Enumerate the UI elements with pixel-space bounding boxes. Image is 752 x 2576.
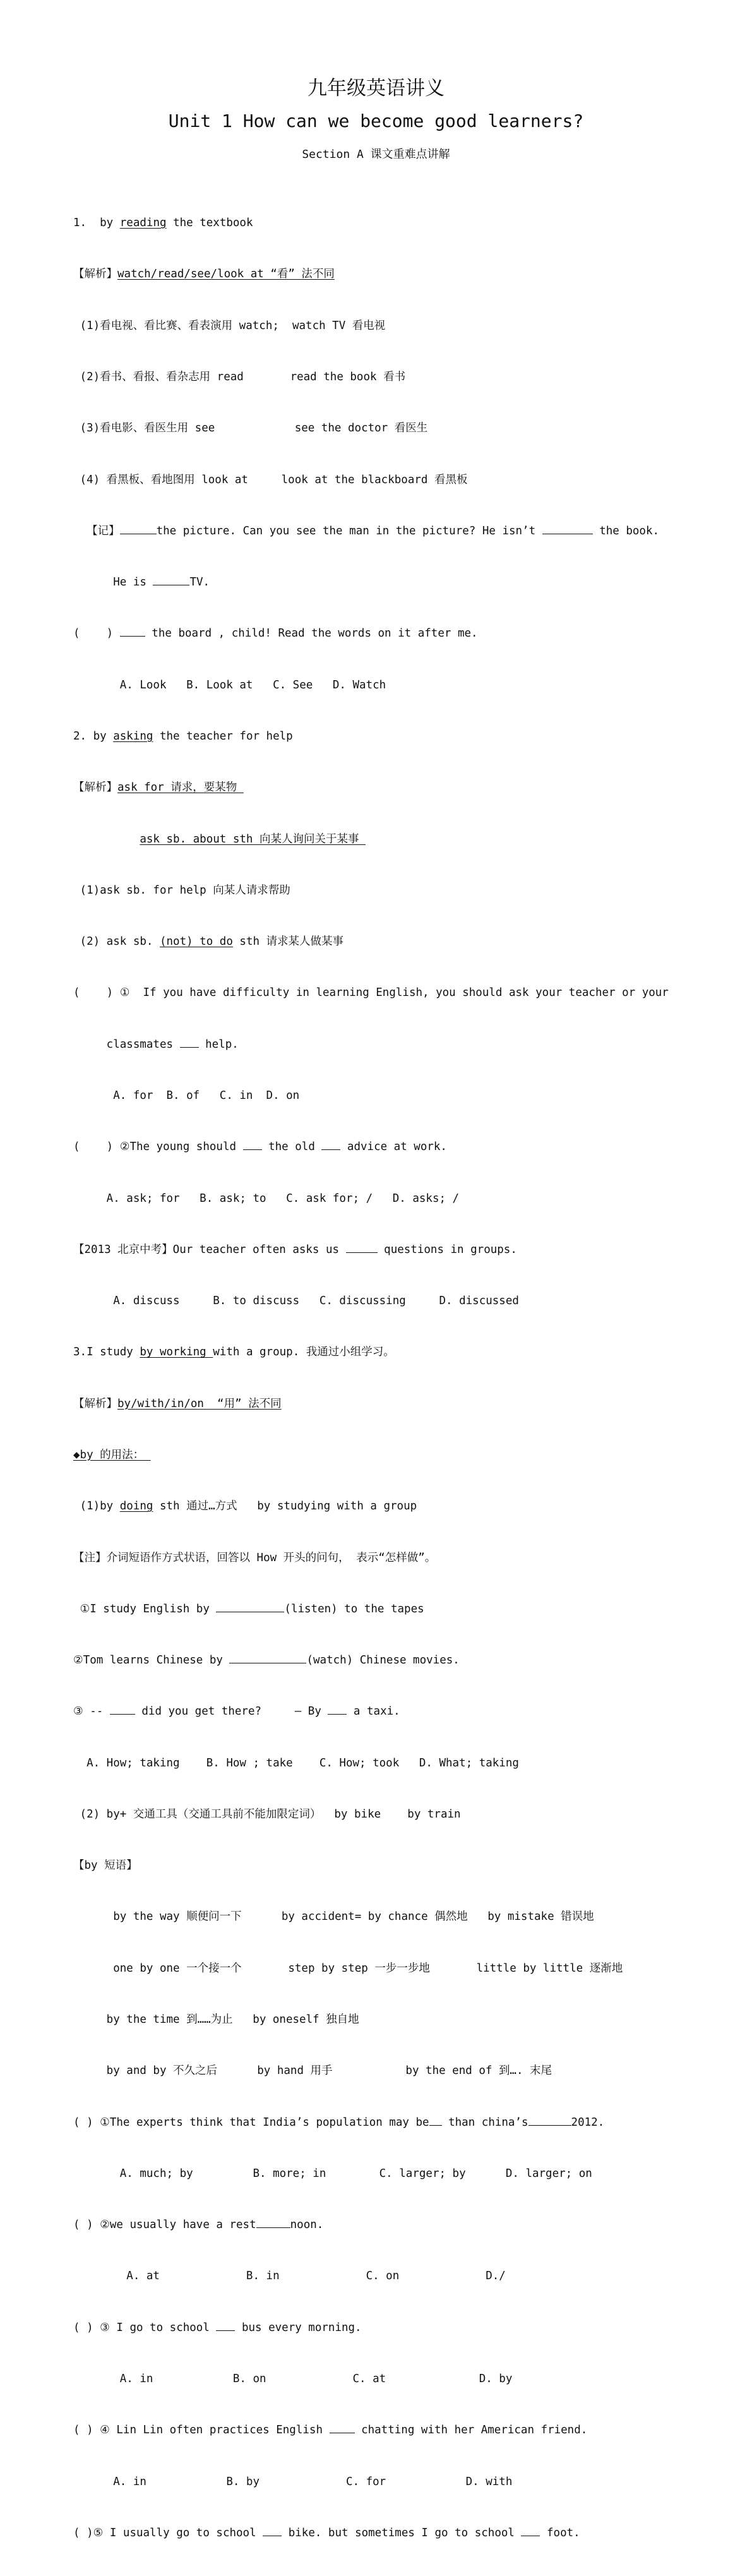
answer-blank[interactable] — [120, 533, 157, 534]
item-1-heading: 1. by reading the textbook — [73, 217, 253, 230]
analysis-heading: 【解析】watch/read/see/look at “看” 法不同 — [73, 268, 335, 281]
answer-blank[interactable] — [153, 584, 189, 585]
phrase-line: one by one 一个接一个 step by step 一步一步地 little by little 逐渐地 — [73, 1962, 623, 1975]
item-3-heading: 3.I study by working with a group. 我通过小组学习。 — [73, 1346, 395, 1359]
question-line: ②Tom learns Chinese by (watch) Chinese movies. — [73, 1654, 460, 1667]
answer-blank[interactable] — [120, 635, 145, 637]
answer-blank[interactable] — [229, 1662, 306, 1663]
answer-blank[interactable] — [328, 1713, 347, 1715]
note-line: 【注】介词短语作方式状语，回答以 How 开头的问句， 表示“怎样做”。 — [73, 1551, 436, 1564]
answer-blank[interactable] — [110, 1713, 135, 1715]
question-line: ( ) ①The experts think that India’s population may be than china’s 2012. — [73, 2116, 605, 2129]
answer-blank[interactable] — [216, 1611, 284, 1612]
item-2-heading: 2. by asking the teacher for help — [73, 730, 293, 743]
options-line: A. discuss B. to discuss C. discussing D. discussed — [73, 1295, 519, 1308]
document-title: 九年级英语讲义 — [307, 77, 445, 100]
answer-blank[interactable] — [243, 1149, 262, 1150]
text-line: (2) by+ 交通工具（交通工具前不能加限定词） by bike by train — [73, 1807, 461, 1821]
text-line: (1)ask sb. for help 向某人请求帮助 — [73, 884, 290, 897]
memo-line: 【记】 the picture. Can you see the man in the picture? He isn’t the book. — [73, 524, 660, 537]
answer-blank[interactable] — [542, 533, 593, 534]
answer-blank[interactable] — [330, 2432, 355, 2433]
options-line: A. How; taking B. How ; take C. How; took D. What; taking — [73, 1756, 519, 1770]
phrases-heading: 【by 短语】 — [73, 1859, 138, 1872]
phrase-line: by the time 到……为止 by oneself 独自地 — [73, 2013, 359, 2027]
question-line: ( ) ③ I go to school bus every morning. — [73, 2321, 362, 2334]
answer-blank[interactable] — [263, 2535, 282, 2536]
question-line: ( ) ②The young should the old advice at work. — [73, 1141, 447, 1154]
section-title: Section A 课文重难点讲解 — [302, 148, 450, 161]
answer-blank[interactable] — [180, 1046, 199, 1048]
unit-title: Unit 1 How can we become good learners? — [168, 111, 584, 131]
question-line: ①I study English by (listen) to the tapes — [73, 1602, 424, 1615]
answer-blank[interactable] — [321, 1149, 340, 1150]
answer-blank[interactable] — [429, 2124, 442, 2126]
analysis-heading: 【解析】by/with/in/on “用” 法不同 — [73, 1397, 282, 1410]
question-line: classmates help. — [73, 1038, 239, 1051]
text-line: (3)看电影、看医生用 see see the doctor 看医生 — [73, 422, 428, 435]
answer-blank[interactable] — [528, 2124, 571, 2126]
document-body — [0, 181, 752, 2576]
usage-heading: ◆by 的用法： — [73, 1448, 151, 1461]
question-line: 【2013 北京中考】Our teacher often asks us questions in groups. — [73, 1243, 517, 1256]
answer-blank[interactable] — [346, 1252, 378, 1253]
question-line: ( ) ① If you have difficulty in learning English, you should ask your teacher or your — [73, 986, 669, 1000]
question-line: ( )⑤ I usually go to school bike. but sometimes I go to school foot. — [73, 2526, 580, 2539]
options-line: A. for B. of C. in D. on — [73, 1089, 300, 1102]
text-line: (1)by doing sth 通过…方式 by studying with a group — [73, 1500, 417, 1513]
options-line: A. Look B. Look at C. See D. Watch — [73, 678, 386, 692]
question-line: ( ) ②we usually have a rest noon. — [73, 2219, 324, 2232]
text-line: (1)看电视、看比赛、看表演用 watch; watch TV 看电视 — [73, 319, 386, 332]
options-line: A. in B. by C. for D. with — [73, 2475, 513, 2488]
text-line: (2) ask sb. (not) to do sth 请求某人做某事 — [73, 935, 344, 949]
options-line: A. in B. on C. at D. by — [73, 2373, 513, 2385]
question-line: ③ -- did you get there? — By a taxi. — [73, 1705, 400, 1718]
phrase-line: by the way 顺便问一下 by accident= by chance 偶然地 by mistake 错误地 — [73, 1910, 594, 1924]
options-line: A. much; by B. more; in C. larger; by D. larger; on — [73, 2167, 592, 2180]
text-line: (2)看书、看报、看杂志用 read read the book 看书 — [73, 371, 406, 384]
analysis-heading: 【解析】ask for 请求，要某物 — [73, 781, 244, 794]
text-line: (4) 看黑板、看地图用 look at look at the blackboard 看黑板 — [73, 473, 468, 486]
options-line: A. ask; for B. ask; to C. ask for; / D. asks; / — [73, 1192, 460, 1205]
answer-blank[interactable] — [216, 2330, 235, 2331]
phrase-line: by and by 不久之后 by hand 用手 by the end of 到…. 末尾 — [73, 2064, 552, 2078]
question-line: ( ) ④ Lin Lin often practices English chatting with her American friend. — [73, 2424, 588, 2437]
analysis-line: ask sb. about sth 向某人询问关于某事 — [140, 832, 366, 846]
memo-line: He is TV. — [73, 576, 210, 589]
answer-blank[interactable] — [521, 2535, 540, 2536]
answer-blank[interactable] — [256, 2227, 290, 2228]
options-line: A. at B. in C. on D./ — [73, 2270, 506, 2283]
question-line: ( ) the board , child! Read the words on it after me. — [73, 627, 478, 640]
